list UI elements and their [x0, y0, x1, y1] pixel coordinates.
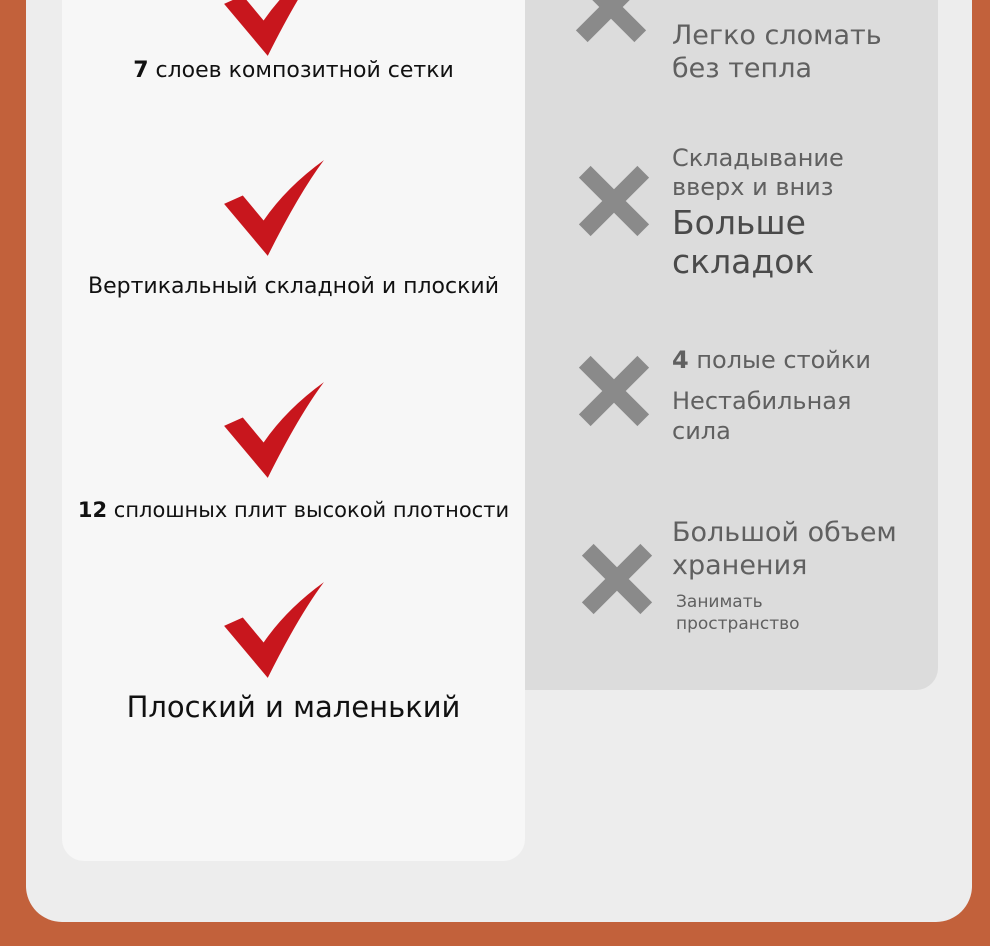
good-feature-1-text: слоев композитной сетки — [155, 58, 454, 83]
good-feature-3-text: сплошных плит высокой плотности — [113, 498, 510, 522]
good-feature-1 — [62, 58, 525, 83]
bad-feature-3-line2: Нестабильная — [672, 387, 852, 416]
bad-feature-4-small1: Занимать — [676, 591, 763, 612]
good-feature-4 — [62, 690, 525, 724]
bad-feature-4-line1: Большой объем — [672, 517, 897, 548]
bad-feature-1-line2: без тепла — [672, 52, 812, 84]
check-mark-icon — [222, 582, 326, 678]
good-feature-3-number: 12 — [77, 498, 108, 522]
good-feature-2 — [62, 274, 525, 299]
good-feature-2-text: Вертикальный складной и плоский — [88, 274, 499, 299]
bad-feature-2 — [672, 144, 844, 282]
bad-feature-2-big1: Больше — [672, 202, 806, 242]
bad-feature-4-small2: пространство — [676, 613, 800, 634]
bad-feature-3-number: 4 — [672, 346, 689, 374]
bad-feature-3 — [672, 346, 871, 446]
cross-mark-icon — [575, 162, 653, 240]
good-feature-4-text: Плоский и маленький — [126, 690, 461, 724]
check-mark-icon — [222, 160, 326, 256]
bad-feature-3-line1: полые стойки — [696, 346, 871, 374]
bad-feature-2-line1: Складывание — [672, 144, 844, 172]
check-mark-icon — [222, 382, 326, 478]
bad-feature-3-line3: сила — [672, 416, 731, 445]
good-feature-1-number: 7 — [133, 58, 149, 83]
cross-mark-icon — [575, 352, 653, 430]
bad-feature-4-line2: хранения — [672, 549, 808, 581]
bad-feature-1 — [672, 20, 882, 86]
bad-feature-2-big2: складок — [672, 242, 815, 282]
good-feature-3 — [62, 498, 525, 522]
cross-mark-icon — [572, 0, 650, 46]
bad-feature-4 — [672, 517, 897, 635]
bad-feature-2-line2: вверх и вниз — [672, 173, 834, 202]
cross-mark-icon — [578, 540, 656, 618]
check-mark-icon — [222, 0, 326, 56]
bad-feature-1-line1: Легко сломать — [672, 20, 882, 51]
